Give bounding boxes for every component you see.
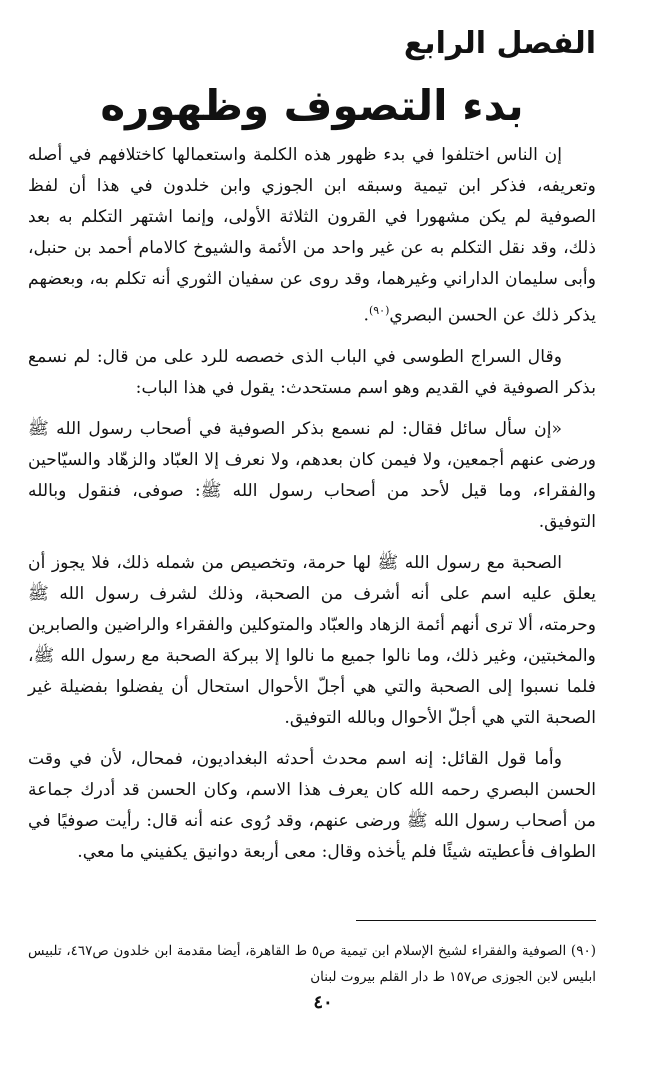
paragraph-4: الصحبة مع رسول الله ﷺ لها حرمة، وتخصيص من شمله ذلك، فلا يجوز أن يعلق عليه اسم على أنه أشرف من الصحبة، وذلك لشرف رسول الله ﷺ وحرمته، ألا ترى أنهم أئمة الزهاد والعبّاد والمتوكلين والفقراء والراضين والصابرين والمخبتين، وغير ذلك، وما نالوا جميع ما نالوا إلا ببركة الصحبة مع رسول الله ﷺ، فلما نسبوا إلى الصحبة والتي هي أجلّ الأحوال استحال أن يفضلوا بفضيلة غير الصحبة التي هي أجلّ الأحوال وبالله التوفيق. <box>28 552 596 728</box>
chapter-title: الفصل الرابع <box>403 26 596 61</box>
footnote-divider <box>356 920 596 921</box>
paragraph-1-text: إن الناس اختلفوا في بدء ظهور هذه الكلمة واستعمالها كاختلافهم في أصله وتعريفه، فذكر ابن تيمية وسبقه ابن الجوزي وابن خلدون في هذا أن لفظ الصوفية لم يكن مشهورا في القرون الثلاثة الأولى، وإنما اشتهر التكلم به بعد ذلك، وقد نقل التكلم به عن غير واحد من الأئمة والشيوخ كالامام أحمد بن حنبل، وأبى سليمان الداراني وغيرهما، وقد روى عن سفيان الثوري أنه تكلم به، وبعضهم يذكر ذلك عن الحسن البصري <box>28 145 596 326</box>
body-text <box>28 140 596 868</box>
paragraph-5: وأما قول القائل: إنه اسم محدث أحدثه البغداديون، فمحال، لأن في وقت الحسن البصري رحمه الله كان يعرف هذا الاسم، وكان الحسن قد أدرك جماعة من أصحاب رسول الله ﷺ ورضى عنهم، وقد رُوى عنه أنه قال: رأيت صوفيًا في الطواف فأعطيته شيئًا فلم يأخذه وقال: معى أربعة دوانيق يكفيني ما معي. <box>28 748 596 862</box>
main-title: بدء التصوف وظهوره <box>100 81 524 130</box>
paragraph-3: «إن سأل سائل فقال: لم نسمع بذكر الصوفية في أصحاب رسول الله ﷺ ورضى عنهم أجمعين، ولا فيمن كان بعدهم، ولا نعرف إلا العبّاد والزهّاد والسيّاحين والفقراء، وما قيل لأحد من أصحاب رسول الله ﷺ: صوفى، فنقول وبالله التوفيق. <box>28 418 596 532</box>
paragraph-2: وقال السراج الطوسى في الباب الذى خصصه للرد على من قال: لم نسمع بذكر الصوفية في القديم وهو اسم مستحدث: يقول في هذا الباب: <box>28 346 596 398</box>
paragraph-1: إن الناس اختلفوا في بدء ظهور هذه الكلمة واستعمالها كاختلافهم في أصله وتعريفه، فذكر ابن تيمية وسبقه ابن الجوزي وابن خلدون في هذا أن لفظ الصوفية لم يكن مشهورا في القرون الثلاثة الأولى، وإنما اشتهر التكلم به بعد ذلك، وقد نقل التكلم به عن غير واحد من الأئمة والشيوخ كالامام أحمد بن حنبل، وأبى سليمان الداراني وغيرهما، وقد روى عن سفيان الثوري أنه تكلم به، وبعضهم يذكر ذلك عن الحسن البصري$^{(٩٠)}$. <box>28 145 596 326</box>
page-number: ٤٠ <box>313 992 333 1013</box>
footnote: (٩٠) الصوفية والفقراء لشيخ الإسلام ابن تيمية ص٥ ط القاهرة، أيضا مقدمة ابن خلدون ص٤٦٧، تلبيس ابليس لابن الجوزى ص١٥٧ ط دار القلم بيروت لبنان <box>28 943 596 985</box>
footnote-reference: (٩٠) <box>368 304 390 317</box>
